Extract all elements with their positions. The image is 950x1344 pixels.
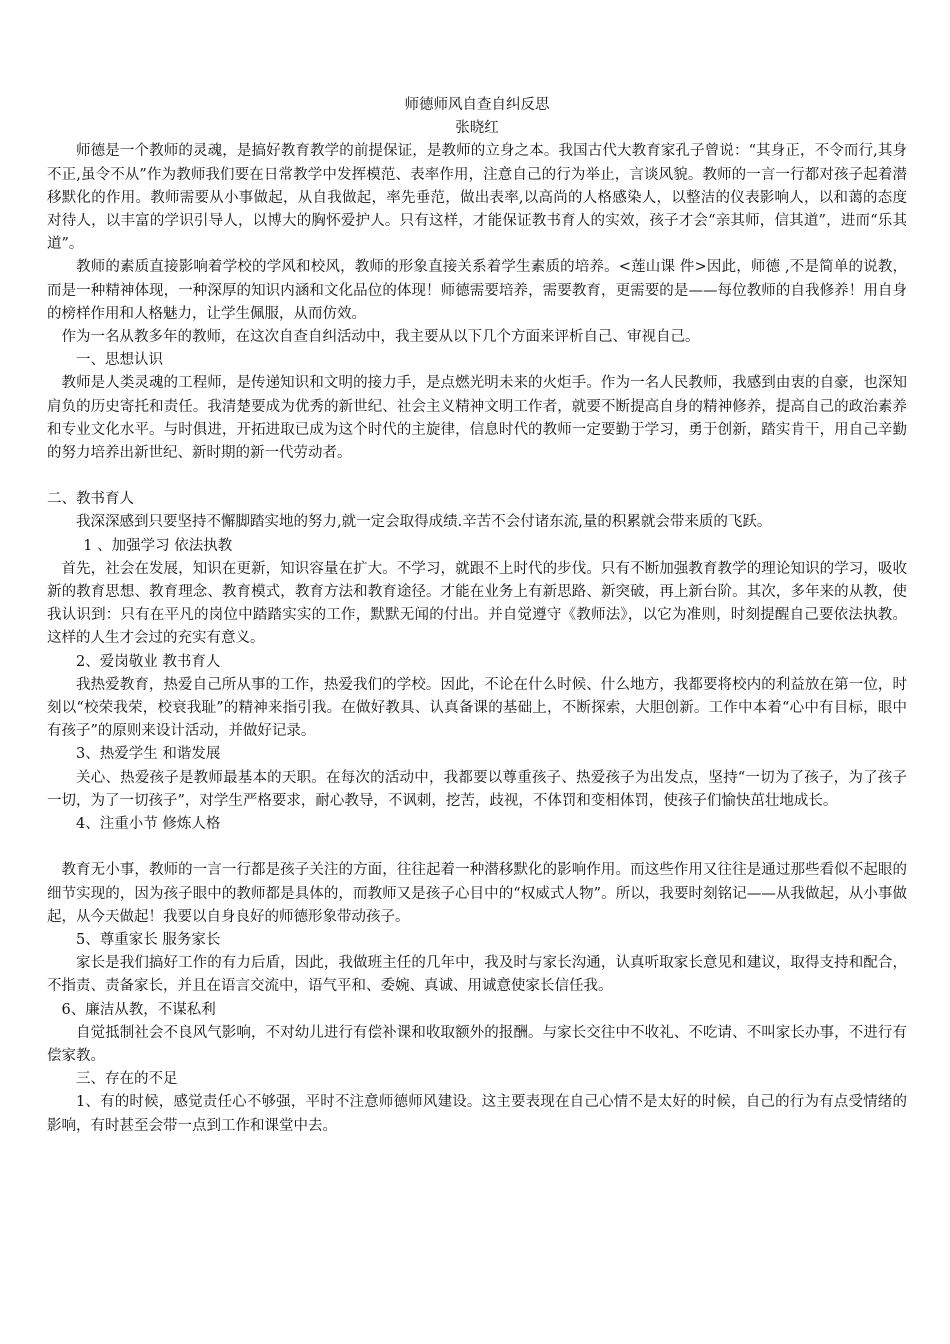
paragraph: 关心、热爱孩子是教师最基本的天职。在每次的活动中，我都要以尊重孩子、热爱孩子为出发点，坚持“一切为了孩子，为了孩子一切，为了一切孩子”，对学生严格要求，耐心教导，不讽刺，挖苦，歧视，不体罚和变相体罚，使孩子们愉快茁壮地成长。 bbox=[47, 769, 907, 809]
doc-author: 张晓红 bbox=[455, 120, 499, 137]
paragraph: 我热爱教育，热爱自己所从事的工作，热爱我们的学校。因此，不论在什么时候、什么地方，我都要将校内的利益放在第一位，时刻以“校荣我荣，校衰我耻”的精神来指引我。在做好教具、认真备课的基础上，不断探索，大胆创新。工作中本着“心中有目标，眼中有孩子”的原则来设计活动，并做好记录。 bbox=[47, 676, 907, 740]
paragraph: 家长是我们搞好工作的有力后盾，因此，我做班主任的几年中，我及时与家长沟通，认真听取家长意见和建议，取得支持和配合，不指责、责备家长，并且在语言交流中，语气平和、委婉、真诚、用诚意使家长信任我。 bbox=[47, 955, 907, 995]
section-heading: 一、思想认识 bbox=[76, 352, 163, 369]
subsection-heading: 5、尊重家长 服务家长 bbox=[76, 931, 221, 948]
paragraph: 教育无小事，教师的一言一行都是孩子关注的方面，往往起着一种潜移默化的影响作用。而这些作用又往往是通过那些看似不起眼的细节实现的，因为孩子眼中的教师都是具体的，而教师又是孩子心目中的“权威式人物”。所以，我要时刻铭记——从我做起，从小事做起，从今天做起！我要以自身良好的师德形象带动孩子。 bbox=[47, 862, 907, 925]
blank-line bbox=[47, 836, 907, 859]
blank-line bbox=[47, 465, 907, 488]
subsection-heading: 3、热爱学生 和谐发展 bbox=[76, 746, 221, 763]
subsection-heading: 2、爱岗敬业 教书育人 bbox=[76, 653, 221, 670]
section-heading: 三、存在的不足 bbox=[76, 1071, 178, 1088]
paragraph: 作为一名从教多年的教师，在这次自查自纠活动中，我主要从以下几个方面来评析自己、审视自己。 bbox=[61, 329, 700, 346]
paragraph: 自觉抵制社会不良风气影响，不对幼儿进行有偿补课和收取额外的报酬。与家长交往中不收礼、不吃请、不叫家长办事，不进行有偿家教。 bbox=[47, 1024, 907, 1064]
paragraph: 教师是人类灵魂的工程师，是传递知识和文明的接力手，是点燃光明未来的火炬手。作为一名人民教师，我感到由衷的自豪，也深知肩负的历史寄托和责任。我清楚要成为优秀的新世纪、社会主义精神文明工作者，就要不断提高自身的精神修养，提高自己的政治素养和专业文化水平。与时俱进，开拓进取已成为这个时代的主旋律，信息时代的教师一定要勤于学习，勇于创新，踏实肯干，用自己辛勤的努力培养出新世纪、新时期的新一代劳动者。 bbox=[47, 375, 907, 462]
paragraph: 我深深感到只要坚持不懈脚踏实地的努力,就一定会取得成绩.辛苦不会付诸东流,量的积累就会带来质的飞跃。 bbox=[76, 514, 772, 531]
document-page bbox=[47, 94, 907, 1138]
subsection-heading: 4、注重小节 修炼人格 bbox=[76, 816, 221, 833]
subsection-heading: 6、廉洁从教，不谋私利 bbox=[61, 1001, 216, 1018]
paragraph: 首先，社会在发展，知识在更新，知识容量在扩大。不学习，就跟不上时代的步伐。只有不断加强教育教学的理论知识的学习，吸收新的教育思想、教育理念、教育模式，教育方法和教育途径。才能在业务上有新思路、新突破，再上新台阶。其次，多年来的从教，使我认识到：只有在平凡的岗位中踏踏实实的工作，默默无闻的付出。并自觉遵守《教师法》，以它为准则，时刻提醒自己要依法执教。这样的人生才会过的充实有意义。 bbox=[47, 560, 907, 647]
subsection-heading: 1 、加强学习 依法执教 bbox=[83, 537, 233, 554]
doc-title: 师德师风自查自纠反思 bbox=[404, 97, 550, 113]
paragraph: 教师的素质直接影响着学校的学风和校风，教师的形象直接关系着学生素质的培养。<莲山课 件>因此，师德 ,不是简单的说教，而是一种精神体现，一种深厚的知识内涵和文化品位的体现！师德需要培养，需要教育，更需要的是——每位教师的自我修养！用自身的榜样作用和人格魅力，让学生佩服，从而仿效。 bbox=[47, 259, 907, 322]
paragraph: 1、有的时候，感觉责任心不够强，平时不注意师德师风建设。这主要表现在自己心情不是太好的时候，自己的行为有点受情绪的影响，有时甚至会带一点到工作和课堂中去。 bbox=[47, 1094, 907, 1134]
section-heading: 二、教书育人 bbox=[47, 491, 134, 508]
paragraph: 师德是一个教师的灵魂，是搞好教育教学的前提保证，是教师的立身之本。我国古代大教育家孔子曾说：“其身正，不令而行,其身不正,虽令不从”作为教师我们要在日常教学中发挥模范、表率作用，注意自己的行为举止，言谈风貌。教师的一言一行都对孩子起着潜移默化的作用。教师需要从小事做起，从自我做起，率先垂范，做出表率,以高尚的人格感染人，以整洁的仪表影响人，以和蔼的态度对待人，以丰富的学识引导人，以博大的胸怀爱护人。只有这样，才能保证教书育人的实效，孩子才会“亲其师，信其道”，进而“乐其道”。 bbox=[47, 143, 907, 253]
